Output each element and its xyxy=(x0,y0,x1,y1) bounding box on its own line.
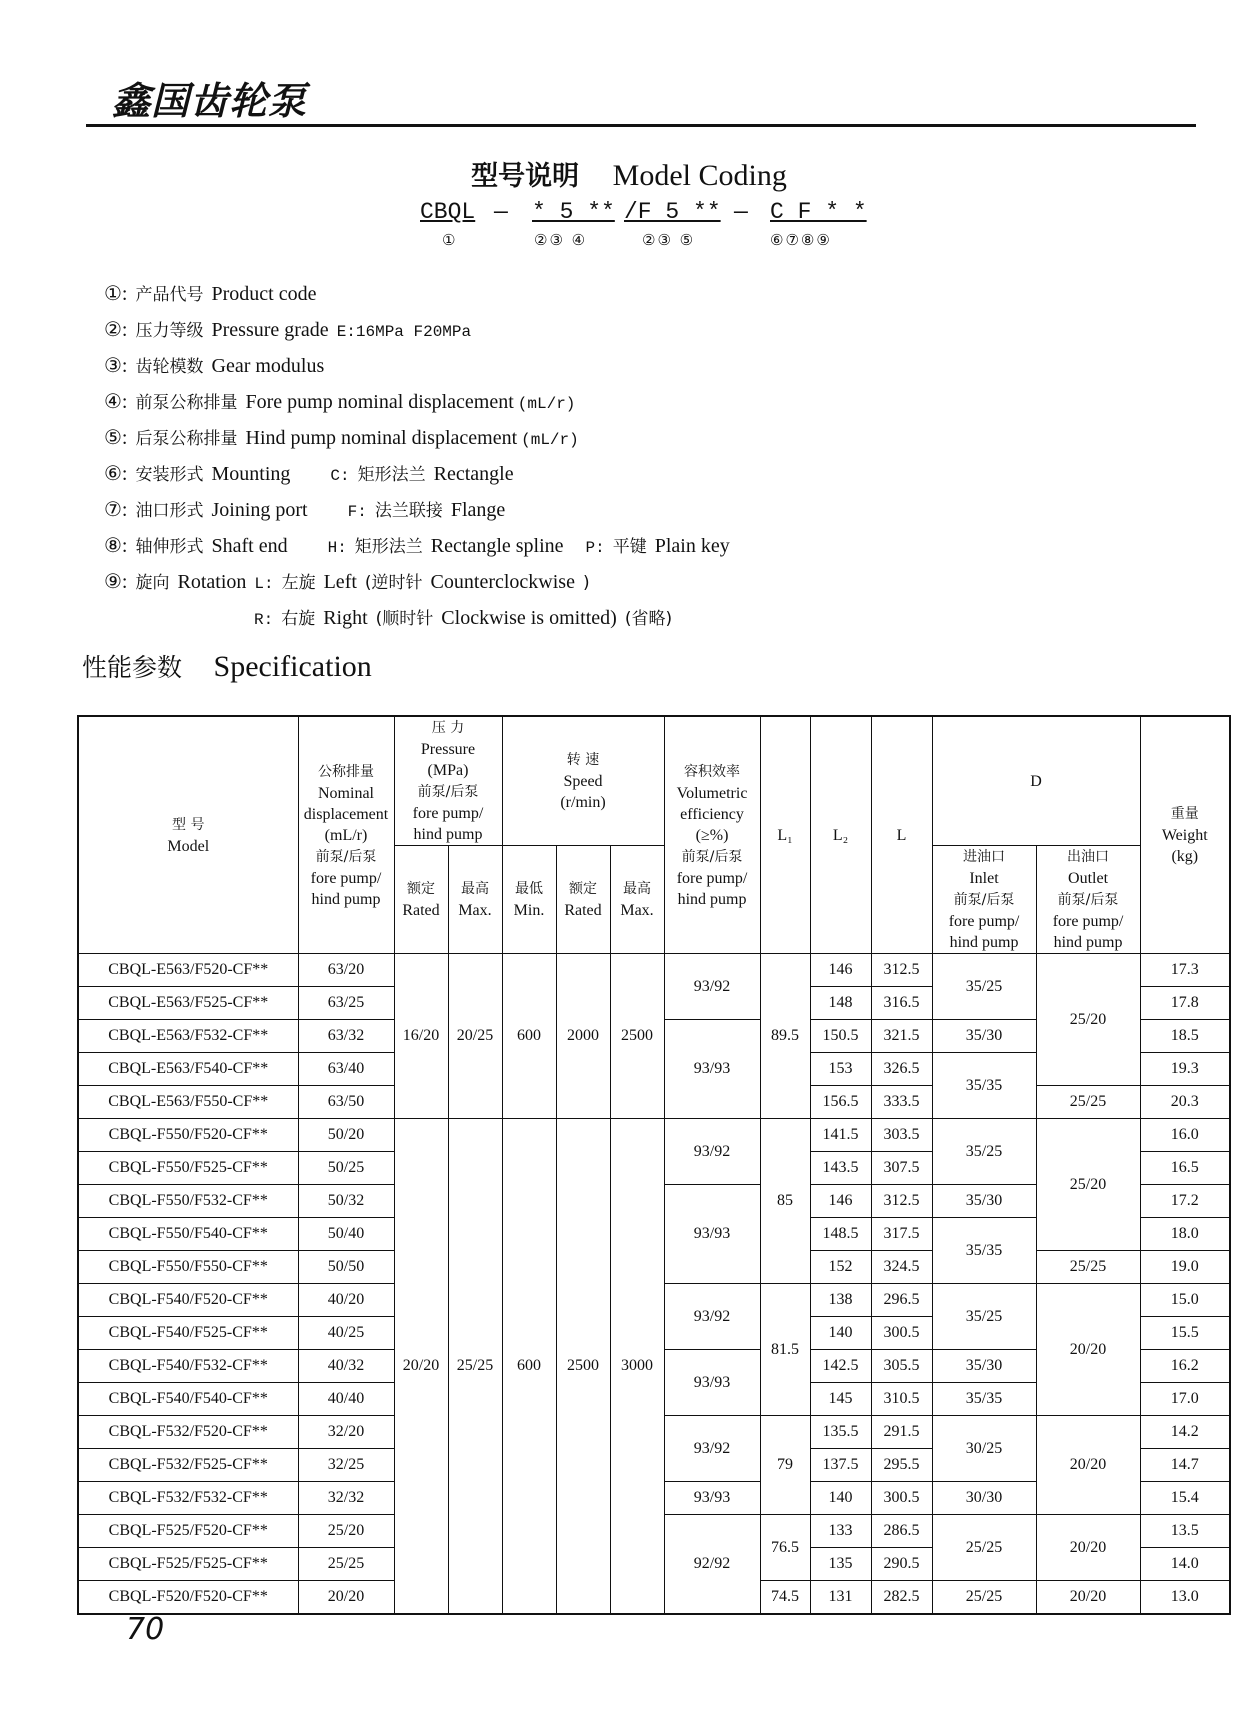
model-cell: CBQL-F525/F525-CF** xyxy=(78,1548,298,1581)
legend-detail: R: xyxy=(254,611,274,629)
legend-number: ②: xyxy=(104,319,128,341)
speed-min-cell: 600 xyxy=(502,1119,556,1615)
model-cell: CBQL-F550/F532-CF** xyxy=(78,1185,298,1218)
outlet-cell: 25/20 xyxy=(1036,954,1140,1086)
model-cell: CBQL-F540/F540-CF** xyxy=(78,1383,298,1416)
l-cell: 303.5 xyxy=(871,1119,932,1152)
displacement-cell: 20/20 xyxy=(298,1581,394,1615)
model-cell: CBQL-E563/F532-CF** xyxy=(78,1020,298,1053)
speed-header: 转 速 Speed (r/min) xyxy=(502,716,664,846)
eff-cell: 93/92 xyxy=(664,1119,760,1185)
weight-cell: 13.5 xyxy=(1140,1515,1230,1548)
legend-detail: 右旋 xyxy=(281,609,316,629)
l1-header: L₁ xyxy=(760,716,810,954)
legend-number: ⑧: xyxy=(104,535,128,557)
weight-cell: 15.5 xyxy=(1140,1317,1230,1350)
legend-label-en: Rotation xyxy=(177,571,247,593)
legend-row xyxy=(104,348,730,384)
model-cell: CBQL-F532/F520-CF** xyxy=(78,1416,298,1449)
legend-detail: 矩形法兰 xyxy=(354,537,423,557)
weight-cell: 17.2 xyxy=(1140,1185,1230,1218)
l2-cell: 148 xyxy=(810,987,871,1020)
l1-cell: 79 xyxy=(760,1416,810,1515)
weight-cell: 15.0 xyxy=(1140,1284,1230,1317)
outlet-cell: 25/20 xyxy=(1036,1119,1140,1251)
displacement-cell: 50/20 xyxy=(298,1119,394,1152)
legend-label-en: Pressure grade xyxy=(211,319,329,341)
model-cell: CBQL-F520/F520-CF** xyxy=(78,1581,298,1615)
displacement-cell: 40/20 xyxy=(298,1284,394,1317)
displacement-cell: 25/25 xyxy=(298,1548,394,1581)
legend-label-zh: 旋向 xyxy=(135,573,170,593)
speed-min-cell: 600 xyxy=(502,954,556,1119)
weight-cell: 20.3 xyxy=(1140,1086,1230,1119)
pressure-max-header: 最高 Max. xyxy=(448,846,502,954)
l2-cell: 143.5 xyxy=(810,1152,871,1185)
code-segment-number: ① xyxy=(442,231,458,249)
model-cell: CBQL-F532/F532-CF** xyxy=(78,1482,298,1515)
l2-cell: 152 xyxy=(810,1251,871,1284)
eff-cell: 92/92 xyxy=(664,1515,760,1615)
l-cell: 333.5 xyxy=(871,1086,932,1119)
model-cell: CBQL-F550/F550-CF** xyxy=(78,1251,298,1284)
l2-cell: 135 xyxy=(810,1548,871,1581)
efficiency-header: 容积效率 Volumetric efficiency (≥%) 前泵/后泵 fore pump/ hind pump xyxy=(664,716,760,954)
l1-cell: 76.5 xyxy=(760,1515,810,1581)
l-cell: 290.5 xyxy=(871,1548,932,1581)
legend-detail: Clockwise is omitted) xyxy=(441,607,617,629)
legend-number: ⑤: xyxy=(104,427,128,449)
l-cell: 321.5 xyxy=(871,1020,932,1053)
eff-cell: 93/93 xyxy=(664,1350,760,1416)
legend-label-zh: 安装形式 xyxy=(135,465,204,485)
pressure-max-cell: 20/25 xyxy=(448,954,502,1119)
legend-detail: C: xyxy=(330,467,350,485)
legend-label-en: Hind pump nominal displacement xyxy=(245,427,518,449)
l-cell: 324.5 xyxy=(871,1251,932,1284)
l2-cell: 140 xyxy=(810,1482,871,1515)
weight-cell: 16.5 xyxy=(1140,1152,1230,1185)
eff-cell: 93/93 xyxy=(664,1185,760,1284)
displacement-cell: 63/25 xyxy=(298,987,394,1020)
inlet-cell: 35/30 xyxy=(932,1350,1036,1383)
legend-detail: Left xyxy=(323,571,357,593)
displacement-cell: 50/40 xyxy=(298,1218,394,1251)
weight-cell: 19.0 xyxy=(1140,1251,1230,1284)
weight-header: 重量 Weight (kg) xyxy=(1140,716,1230,954)
pressure-rated-cell: 20/20 xyxy=(394,1119,448,1615)
legend-detail: H: xyxy=(327,539,347,557)
l-cell: 305.5 xyxy=(871,1350,932,1383)
outlet-cell: 20/20 xyxy=(1036,1515,1140,1581)
legend-detail: (逆时针 xyxy=(364,573,423,593)
eff-cell: 93/92 xyxy=(664,1416,760,1482)
weight-cell: 19.3 xyxy=(1140,1053,1230,1086)
l1-cell: 89.5 xyxy=(760,954,810,1119)
model-cell: CBQL-F532/F525-CF** xyxy=(78,1449,298,1482)
coding-legend xyxy=(104,276,730,636)
model-cell: CBQL-F540/F525-CF** xyxy=(78,1317,298,1350)
weight-cell: 18.0 xyxy=(1140,1218,1230,1251)
displacement-cell: 63/20 xyxy=(298,954,394,987)
legend-number: ⑦: xyxy=(104,499,128,521)
displacement-cell: 40/32 xyxy=(298,1350,394,1383)
pressure-header: 压 力 Pressure (MPa) 前泵/后泵 fore pump/ hind pump xyxy=(394,716,502,846)
code-segment-number: ②③ ④ xyxy=(534,231,588,249)
legend-label-en: Product code xyxy=(211,283,317,305)
legend-detail: 平键 xyxy=(612,537,647,557)
legend-label-zh: 前泵公称排量 xyxy=(135,393,238,413)
speed-max-cell: 2500 xyxy=(610,954,664,1119)
inlet-cell: 35/35 xyxy=(932,1383,1036,1416)
code-segment: — xyxy=(494,199,508,225)
legend-detail: F: xyxy=(347,503,367,521)
weight-cell: 16.0 xyxy=(1140,1119,1230,1152)
inlet-cell: 35/30 xyxy=(932,1020,1036,1053)
l1-cell: 85 xyxy=(760,1119,810,1284)
legend-detail: P: xyxy=(585,539,605,557)
displacement-cell: 63/32 xyxy=(298,1020,394,1053)
eff-cell: 93/93 xyxy=(664,1020,760,1119)
l-cell: 295.5 xyxy=(871,1449,932,1482)
inlet-cell: 25/25 xyxy=(932,1515,1036,1581)
l2-cell: 141.5 xyxy=(810,1119,871,1152)
displacement-header: 公称排量 Nominal displacement (mL/r) 前泵/后泵 fore pump/ hind pump xyxy=(298,716,394,954)
l2-cell: 156.5 xyxy=(810,1086,871,1119)
inlet-cell: 30/25 xyxy=(932,1416,1036,1482)
l-cell: 296.5 xyxy=(871,1284,932,1317)
eff-cell: 93/92 xyxy=(664,1284,760,1350)
displacement-cell: 50/32 xyxy=(298,1185,394,1218)
speed-min-header: 最低 Min. xyxy=(502,846,556,954)
legend-detail: (省略) xyxy=(624,609,673,629)
l2-header: L₂ xyxy=(810,716,871,954)
outlet-header: 出油口 Outlet 前泵/后泵 fore pump/ hind pump xyxy=(1036,846,1140,954)
model-cell: CBQL-F550/F540-CF** xyxy=(78,1218,298,1251)
l-cell: 312.5 xyxy=(871,954,932,987)
outlet-cell: 25/25 xyxy=(1036,1251,1140,1284)
legend-detail: (mL/r) xyxy=(517,395,576,413)
model-cell: CBQL-E563/F550-CF** xyxy=(78,1086,298,1119)
code-segment: /F 5 ** xyxy=(624,199,721,225)
legend-detail: Right xyxy=(323,607,368,629)
model-coding-title xyxy=(0,154,1258,193)
weight-cell: 17.0 xyxy=(1140,1383,1230,1416)
l-cell: 282.5 xyxy=(871,1581,932,1615)
displacement-cell: 50/25 xyxy=(298,1152,394,1185)
l-cell: 312.5 xyxy=(871,1185,932,1218)
legend-detail: Flange xyxy=(450,499,506,521)
legend-label-zh: 齿轮模数 xyxy=(135,357,204,377)
l-cell: 326.5 xyxy=(871,1053,932,1086)
displacement-cell: 63/50 xyxy=(298,1086,394,1119)
legend-row xyxy=(104,528,730,564)
inlet-cell: 35/30 xyxy=(932,1185,1036,1218)
pressure-rated-cell: 16/20 xyxy=(394,954,448,1119)
page-number: 70 xyxy=(126,1612,165,1647)
model-cell: CBQL-F550/F520-CF** xyxy=(78,1119,298,1152)
legend-label-zh: 油口形式 xyxy=(135,501,204,521)
d-header: D xyxy=(932,716,1140,846)
weight-cell: 13.0 xyxy=(1140,1581,1230,1615)
model-cell: CBQL-E563/F520-CF** xyxy=(78,954,298,987)
legend-row xyxy=(104,564,730,600)
legend-label-zh: 后泵公称排量 xyxy=(135,429,238,449)
legend-detail: E:16MPa F20MPa xyxy=(336,323,472,341)
brand-title: 鑫国齿轮泵 xyxy=(112,79,308,123)
header-rule xyxy=(86,124,1196,127)
l2-cell: 145 xyxy=(810,1383,871,1416)
model-cell: CBQL-F540/F532-CF** xyxy=(78,1350,298,1383)
legend-detail: 左旋 xyxy=(281,573,316,593)
model-cell: CBQL-F550/F525-CF** xyxy=(78,1152,298,1185)
displacement-cell: 40/25 xyxy=(298,1317,394,1350)
weight-cell: 14.2 xyxy=(1140,1416,1230,1449)
l2-cell: 148.5 xyxy=(810,1218,871,1251)
legend-row xyxy=(104,600,730,636)
eff-cell: 93/92 xyxy=(664,954,760,1020)
l2-cell: 138 xyxy=(810,1284,871,1317)
legend-number: ⑥: xyxy=(104,463,128,485)
displacement-cell: 25/20 xyxy=(298,1515,394,1548)
displacement-cell: 32/32 xyxy=(298,1482,394,1515)
code-segment: CBQL xyxy=(420,199,476,225)
legend-detail: Counterclockwise xyxy=(430,571,575,593)
l2-cell: 133 xyxy=(810,1515,871,1548)
l2-cell: 142.5 xyxy=(810,1350,871,1383)
model-header: 型 号 Model xyxy=(78,716,298,954)
code-segment: C F * * xyxy=(770,199,867,225)
model-coding-title-zh: 型号说明 xyxy=(471,161,580,192)
code-segment: — xyxy=(734,199,748,225)
l1-cell: 74.5 xyxy=(760,1581,810,1615)
legend-label-en: Gear modulus xyxy=(211,355,325,377)
legend-detail: L: xyxy=(254,575,274,593)
l-cell: 316.5 xyxy=(871,987,932,1020)
header-row xyxy=(78,716,1230,846)
legend-label-en: Joining port xyxy=(211,499,308,521)
legend-detail: 法兰联接 xyxy=(374,501,443,521)
l-header: L xyxy=(871,716,932,954)
legend-row xyxy=(104,276,730,312)
legend-detail: Rectangle xyxy=(433,463,514,485)
pressure-rated-header: 额定 Rated xyxy=(394,846,448,954)
legend-row xyxy=(104,420,730,456)
code-segment-number: ⑥⑦⑧⑨ xyxy=(770,231,832,249)
legend-detail: (mL/r) xyxy=(521,431,579,449)
specification-table xyxy=(77,715,1231,1615)
l-cell: 307.5 xyxy=(871,1152,932,1185)
model-cell: CBQL-F540/F520-CF** xyxy=(78,1284,298,1317)
displacement-cell: 50/50 xyxy=(298,1251,394,1284)
legend-detail: Rectangle spline xyxy=(430,535,564,557)
weight-cell: 17.8 xyxy=(1140,987,1230,1020)
legend-number: ④: xyxy=(104,391,128,413)
legend-row xyxy=(104,492,730,528)
l-cell: 300.5 xyxy=(871,1317,932,1350)
legend-row xyxy=(104,384,730,420)
outlet-cell: 25/25 xyxy=(1036,1086,1140,1119)
l2-cell: 153 xyxy=(810,1053,871,1086)
legend-detail: 矩形法兰 xyxy=(357,465,426,485)
legend-detail: (顺时针 xyxy=(375,609,434,629)
speed-max-header: 最高 Max. xyxy=(610,846,664,954)
inlet-cell: 25/25 xyxy=(932,1581,1036,1615)
l2-cell: 131 xyxy=(810,1581,871,1615)
displacement-cell: 63/40 xyxy=(298,1053,394,1086)
legend-number: ⑨: xyxy=(104,571,128,593)
weight-cell: 14.0 xyxy=(1140,1548,1230,1581)
specification-title-en: Specification xyxy=(213,650,372,683)
weight-cell: 16.2 xyxy=(1140,1350,1230,1383)
outlet-cell: 20/20 xyxy=(1036,1416,1140,1515)
weight-cell: 14.7 xyxy=(1140,1449,1230,1482)
legend-detail: ) xyxy=(582,573,590,593)
l2-cell: 140 xyxy=(810,1317,871,1350)
inlet-cell: 30/30 xyxy=(932,1482,1036,1515)
inlet-cell: 35/35 xyxy=(932,1218,1036,1284)
l2-cell: 137.5 xyxy=(810,1449,871,1482)
legend-row xyxy=(104,312,730,348)
legend-label-zh: 压力等级 xyxy=(135,321,204,341)
speed-rated-header: 额定 Rated xyxy=(556,846,610,954)
legend-detail: Plain key xyxy=(654,535,730,557)
legend-label-en: Fore pump nominal displacement xyxy=(245,391,514,413)
outlet-cell: 20/20 xyxy=(1036,1581,1140,1615)
legend-number: ③: xyxy=(104,355,128,377)
l2-cell: 150.5 xyxy=(810,1020,871,1053)
legend-label-zh: 产品代号 xyxy=(135,285,204,305)
l2-cell: 146 xyxy=(810,1185,871,1218)
weight-cell: 18.5 xyxy=(1140,1020,1230,1053)
legend-row xyxy=(104,456,730,492)
weight-cell: 15.4 xyxy=(1140,1482,1230,1515)
model-coding-title-en: Model Coding xyxy=(612,159,787,192)
speed-rated-cell: 2500 xyxy=(556,1119,610,1615)
specification-title xyxy=(82,648,372,684)
table-row xyxy=(78,1119,1230,1152)
inlet-cell: 35/25 xyxy=(932,1119,1036,1185)
speed-max-cell: 3000 xyxy=(610,1119,664,1615)
l-cell: 286.5 xyxy=(871,1515,932,1548)
l-cell: 310.5 xyxy=(871,1383,932,1416)
l-cell: 291.5 xyxy=(871,1416,932,1449)
inlet-cell: 35/25 xyxy=(932,1284,1036,1350)
eff-cell: 93/93 xyxy=(664,1482,760,1515)
table-row xyxy=(78,954,1230,987)
speed-rated-cell: 2000 xyxy=(556,954,610,1119)
inlet-cell: 35/35 xyxy=(932,1053,1036,1119)
code-segment-number: ②③ ⑤ xyxy=(642,231,696,249)
displacement-cell: 32/25 xyxy=(298,1449,394,1482)
l2-cell: 135.5 xyxy=(810,1416,871,1449)
l-cell: 317.5 xyxy=(871,1218,932,1251)
model-cell: CBQL-E563/F525-CF** xyxy=(78,987,298,1020)
displacement-cell: 32/20 xyxy=(298,1416,394,1449)
inlet-header: 进油口 Inlet 前泵/后泵 fore pump/ hind pump xyxy=(932,846,1036,954)
specification-title-zh: 性能参数 xyxy=(82,653,183,682)
l-cell: 300.5 xyxy=(871,1482,932,1515)
outlet-cell: 20/20 xyxy=(1036,1284,1140,1416)
legend-label-en: Mounting xyxy=(211,463,291,485)
l1-cell: 81.5 xyxy=(760,1284,810,1416)
weight-cell: 17.3 xyxy=(1140,954,1230,987)
pressure-max-cell: 25/25 xyxy=(448,1119,502,1615)
l2-cell: 146 xyxy=(810,954,871,987)
legend-label-en: Shaft end xyxy=(211,535,288,557)
legend-number: ①: xyxy=(104,283,128,305)
legend-label-zh: 轴伸形式 xyxy=(135,537,204,557)
model-cell: CBQL-F525/F520-CF** xyxy=(78,1515,298,1548)
code-segment: * 5 ** xyxy=(532,199,615,225)
displacement-cell: 40/40 xyxy=(298,1383,394,1416)
inlet-cell: 35/25 xyxy=(932,954,1036,1020)
model-cell: CBQL-E563/F540-CF** xyxy=(78,1053,298,1086)
